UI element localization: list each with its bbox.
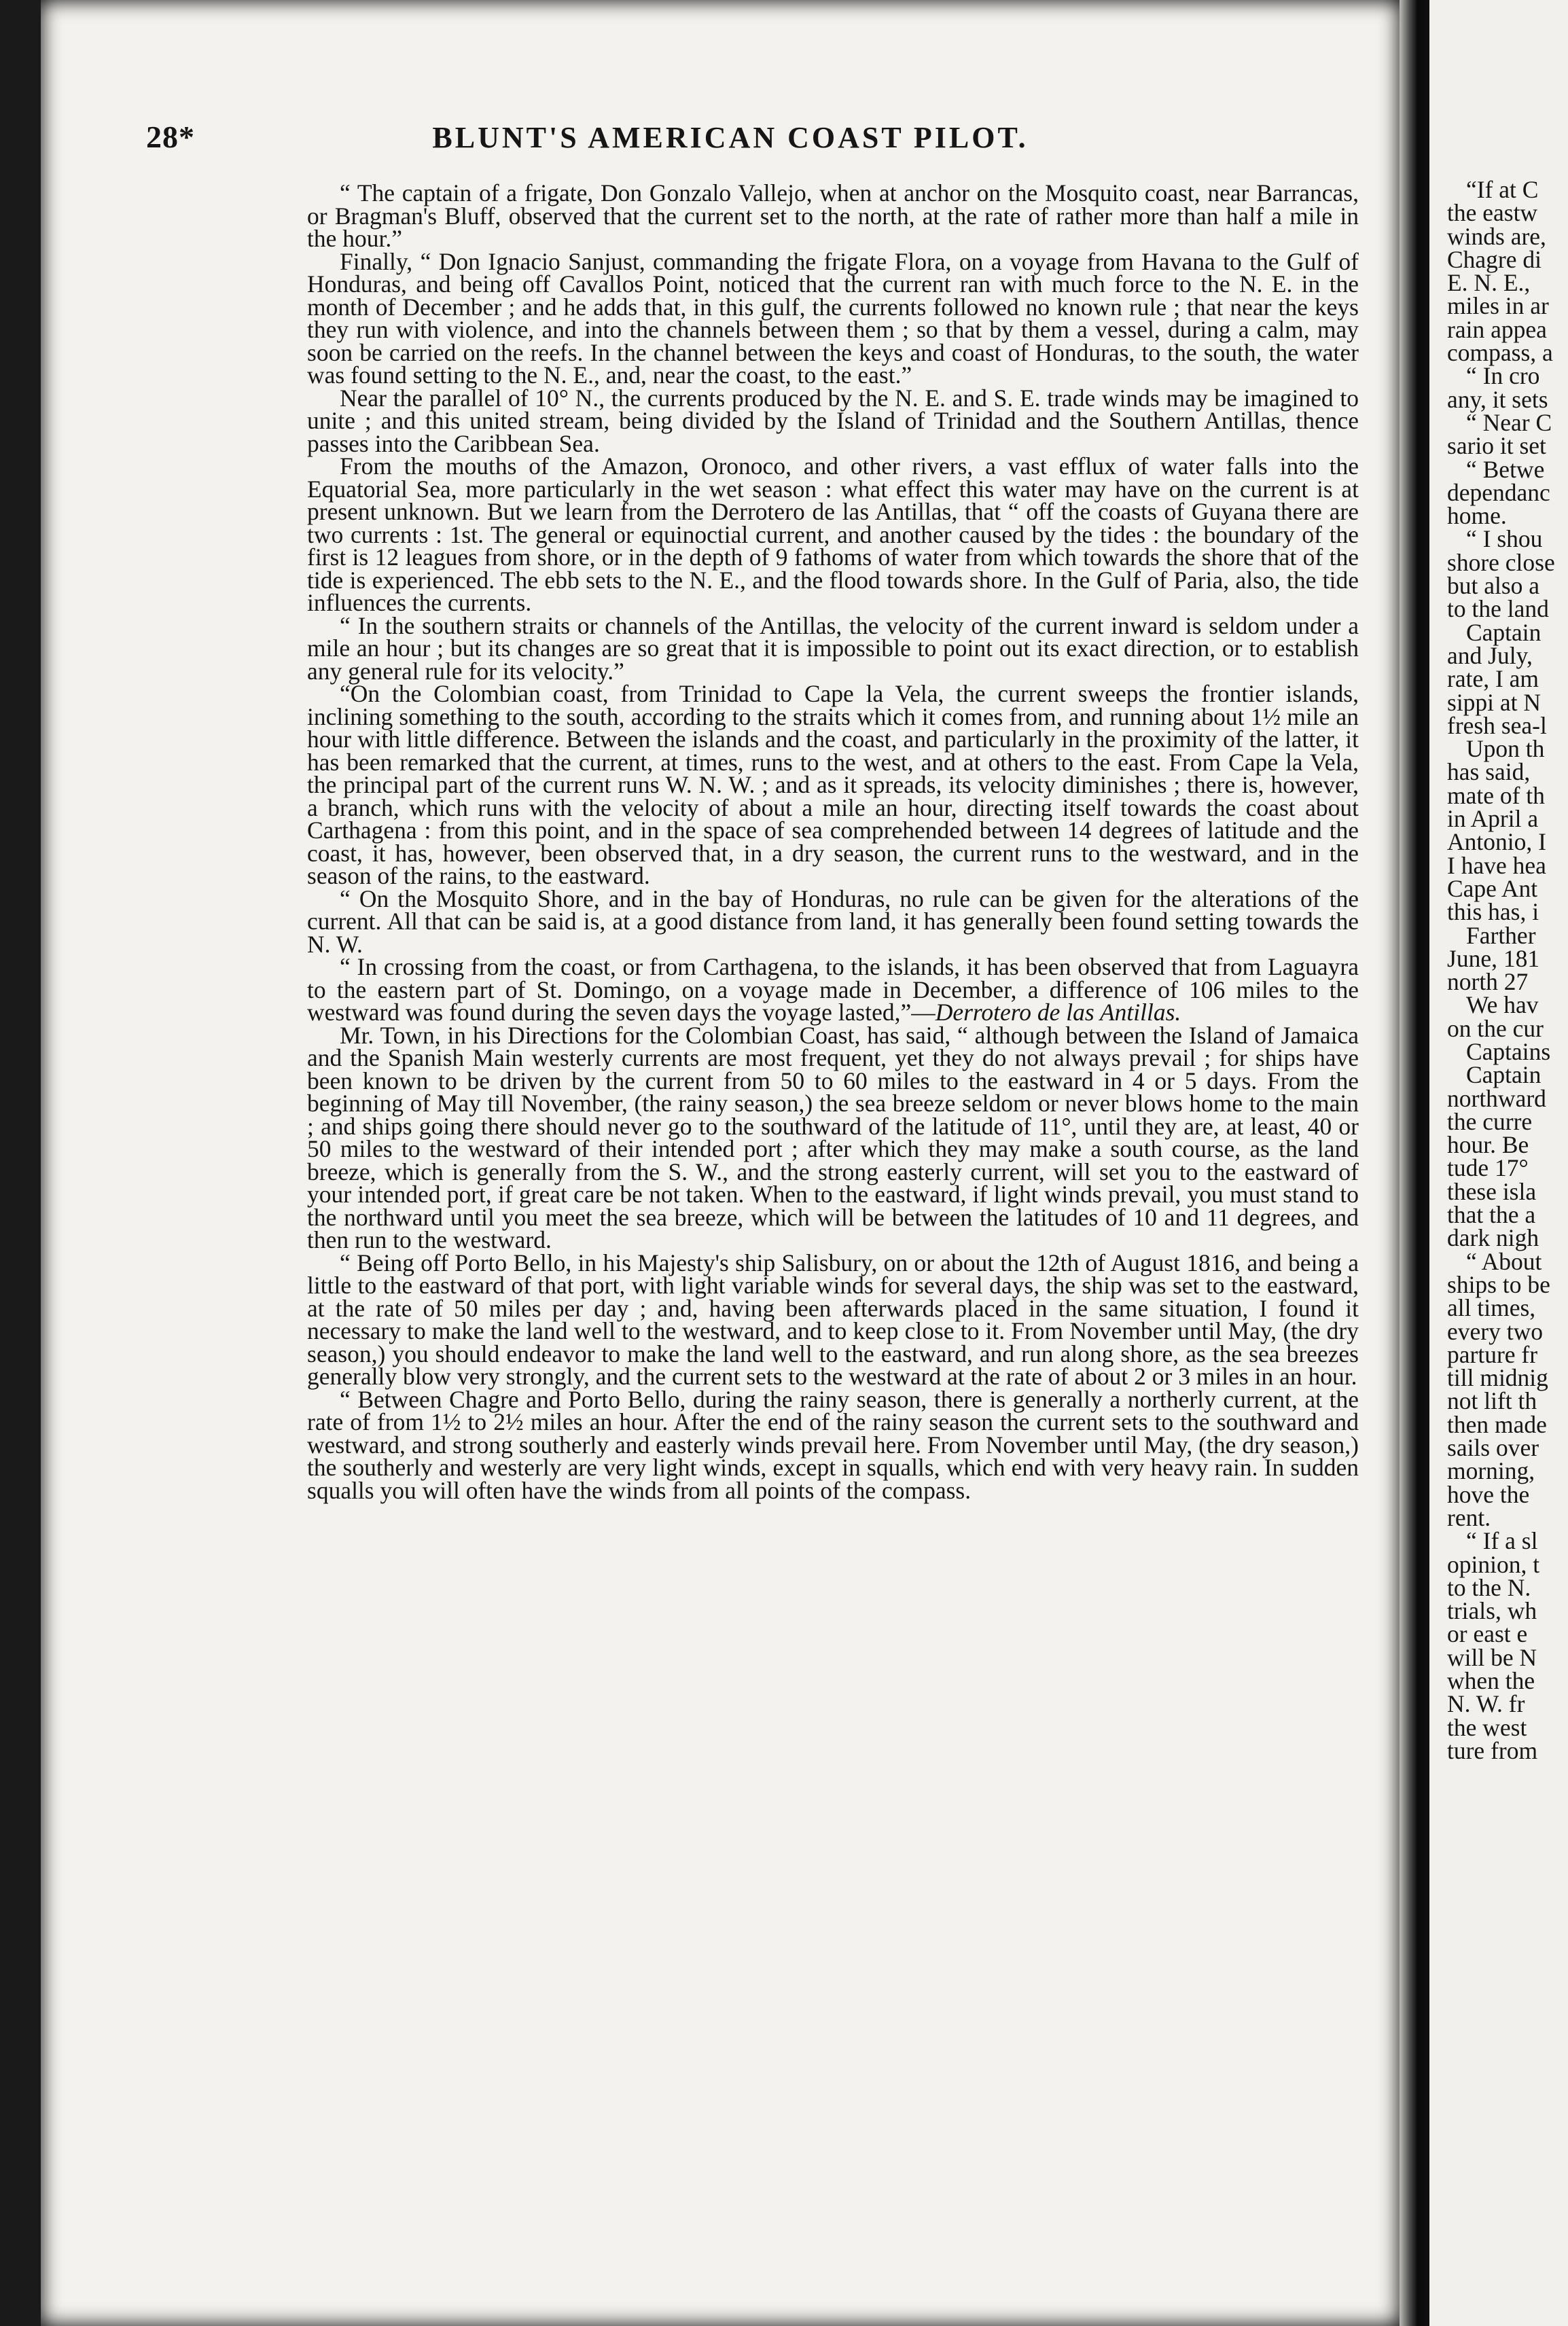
paragraph-text: “ In crossing from the coast, or from Carthagena, to the islands, it has been observed that from Laguayra to the eastern part of St. Domingo, on a voyage made in December, a difference of 106 miles to the westward was found during the seven days the voyage lasted,”—: [307, 953, 1359, 1026]
right-page-line-fragment: I have hea: [1447, 851, 1546, 879]
paragraph: “ Being off Porto Bello, in his Majesty's ship Salisbury, on or about the 12th of August 1816, and being a little to the eastward of that port, with light variable winds for several days, the ship was set to the eastward, at the rate of 50 miles per day ; and, having been afterwards placed in the same situation, I found it necessary to make the land well to the westward, and to keep close to it. From November until May, (the dry season,) you should endeavor to make the land well to the eastward, and run along shore, as the sea breezes generally blow very strongly, and the current sets to the westward at the rate of about 2 or 3 miles in an hour.: [307, 1249, 1359, 1390]
right-page-line-fragment: sails over: [1447, 1434, 1539, 1462]
right-page-line-fragment: hove the: [1447, 1480, 1530, 1508]
paragraph: “ Between Chagre and Porto Bello, during the rainy season, there is generally a northerly current, at the rate of from 1½ to 2½ miles an hour. After the end of the rainy season the current sets to the southward and westward, and strong southerly and easterly winds prevail here. From November until May, (the dry season,) the southerly and westerly are very light winds, except in squalls, which end with very heavy rain. In sudden squalls you will often have the winds from all points of the compass.: [307, 1385, 1359, 1504]
right-page-line-fragment: any, it sets: [1447, 385, 1548, 413]
right-page-line-fragment: miles in ar: [1447, 292, 1549, 320]
right-page-line-fragment: every two: [1447, 1317, 1543, 1345]
right-page-line-fragment: in April a: [1447, 805, 1539, 833]
right-page-line-fragment: “ If a sl: [1466, 1527, 1538, 1555]
right-page-line-fragment: Antonio, I: [1447, 828, 1546, 856]
right-page-line-fragment: to the N.: [1447, 1573, 1531, 1601]
page-number: 28*: [146, 120, 195, 154]
paragraph-carthagena: [307, 953, 1359, 1026]
right-page-line-fragment: home.: [1447, 502, 1507, 530]
right-page-line-fragment: parture fr: [1447, 1340, 1538, 1368]
right-page-line-fragment: this has, i: [1447, 898, 1539, 926]
right-page-line-fragment: then made: [1447, 1410, 1547, 1438]
right-page-line-fragment: Captain: [1466, 1061, 1542, 1089]
right-page-line-fragment: compass, a: [1447, 339, 1553, 367]
right-page-line-fragment: E. N. E.,: [1447, 269, 1531, 297]
right-page-line-fragment: Captains: [1466, 1037, 1551, 1065]
right-page-line-fragment: the eastw: [1447, 199, 1538, 227]
right-page-line-fragment: “ I shou: [1466, 525, 1543, 553]
right-page-line-fragment: winds are,: [1447, 222, 1546, 250]
right-page-line-fragment: Cape Ant: [1447, 874, 1538, 902]
right-page-line-fragment: hour. Be: [1447, 1131, 1529, 1159]
right-page-line-fragment: sario it set: [1447, 432, 1546, 460]
right-page-line-fragment: north 27: [1447, 968, 1529, 996]
right-page-line-fragment: rate, I am: [1447, 665, 1539, 693]
right-page-line-fragment: mate of th: [1447, 781, 1545, 809]
right-page-line-fragment: June, 181: [1447, 944, 1540, 972]
right-page-line-fragment: “If at C: [1466, 178, 1539, 203]
paragraph: “ In the southern straits or channels of the Antillas, the velocity of the current inward is seldom under a mile an hour ; but its changes are so great that it is impossible to point out its exact direction, or to establish any general rule for its velocity.”: [307, 611, 1359, 685]
right-page-line-fragment: the west: [1447, 1713, 1527, 1741]
right-page-line-fragment: ture from: [1447, 1736, 1538, 1763]
main-text-column: [307, 179, 1359, 1504]
source-citation: Derrotero de las Antillas.: [935, 999, 1181, 1026]
right-page-line-fragment: rent.: [1447, 1503, 1491, 1531]
right-page-line-fragment: the curre: [1447, 1107, 1533, 1135]
right-page-line-fragment: will be N: [1447, 1643, 1537, 1671]
right-page-text-fragments: [1447, 178, 1568, 1762]
right-page-line-fragment: has said,: [1447, 758, 1531, 786]
right-page-line-fragment: opinion, t: [1447, 1550, 1540, 1578]
right-page-line-fragment: Chagre di: [1447, 245, 1542, 273]
right-page-line-fragment: We hav: [1466, 991, 1539, 1019]
right-page-line-fragment: Upon th: [1466, 735, 1545, 763]
right-page-line-fragment: when the: [1447, 1667, 1535, 1694]
right-page-line-fragment: “ Near C: [1466, 408, 1552, 436]
paragraph: Near the parallel of 10° N., the currents produced by the N. E. and S. E. trade winds may be imagined to unite ; and this united stream, being divided by the Island of Trinidad and the Southern Antillas, thence passes into the Caribbean Sea.: [307, 384, 1359, 457]
right-page-line-fragment: to the land: [1447, 595, 1549, 623]
page-header: [105, 112, 1355, 160]
right-page-line-fragment: trials, wh: [1447, 1597, 1537, 1625]
paragraph: “ On the Mosquito Shore, and in the bay of Honduras, no rule can be given for the alterations of the current. All that can be said is, at a good distance from land, it has generally been found setting towards the N. W.: [307, 884, 1359, 958]
right-page-line-fragment: or east e: [1447, 1620, 1528, 1648]
right-page-line-fragment: “ In cro: [1466, 362, 1540, 390]
right-page-line-fragment: dark nigh: [1447, 1224, 1539, 1252]
right-page-line-fragment: tude 17°: [1447, 1154, 1529, 1182]
paragraph: “ The captain of a frigate, Don Gonzalo Vallejo, when at anchor on the Mosquito coast, near Barrancas, or Bragman's Bluff, observed that the current set to the north, at the rate of rather more than half a mile in the hour.”: [307, 179, 1359, 252]
right-page-line-fragment: all times,: [1447, 1294, 1536, 1322]
right-page-line-fragment: “ About: [1466, 1247, 1542, 1275]
right-page-line-fragment: northward: [1447, 1084, 1546, 1112]
right-page-line-fragment: morning,: [1447, 1457, 1535, 1485]
right-page-line-fragment: N. W. fr: [1447, 1690, 1525, 1718]
right-page-line-fragment: not lift th: [1447, 1387, 1537, 1415]
right-page-line-fragment: and July,: [1447, 641, 1533, 669]
right-page-line-fragment: Farther: [1466, 921, 1536, 949]
right-page-line-fragment: fresh sea-l: [1447, 711, 1547, 739]
book-gutter: [1400, 0, 1429, 2326]
right-page-line-fragment: shore close: [1447, 548, 1555, 576]
right-page-line-fragment: Captain: [1466, 618, 1542, 646]
right-page-line-fragment: till midnig: [1447, 1364, 1548, 1392]
right-page-line-fragment: rain appea: [1447, 315, 1547, 343]
paragraph: Finally, “ Don Ignacio Sanjust, commanding the frigate Flora, on a voyage from Havana to the Gulf of Honduras, and being off Cavallos Point, noticed that the current ran with much force to the N. E. in the month of December ; and he adds that, in this gulf, the currents followed no known rule ; that near the keys they run with violence, and into the channels between them ; so that by them a vessel, during a calm, may soon be carried on the reefs. In the channel between the keys and coast of Honduras, to the south, the water was found setting to the N. E., and, near the coast, to the east.”: [307, 247, 1359, 389]
paragraph: From the mouths of the Amazon, Oronoco, and other rivers, a vast efflux of water falls into the Equatorial Sea, more particularly in the wet season : what effect this water may have on the current is at present unknown. But we learn from the Derrotero de las Antillas, that “ off the coasts of Guyana there are two currents : 1st. The general or equinoctial current, and another caused by the tides : the boundary of the first is 12 leagues from shore, or in the depth of 9 fathoms of water from which towards the shore that of the tide is experienced. The ebb sets to the N. E., and the flood towards shore. In the Gulf of Paria, also, the tide influences the currents.: [307, 452, 1359, 616]
paragraph: Mr. Town, in his Directions for the Colombian Coast, has said, “ although between the Island of Jamaica and the Spanish Main westerly currents are most frequent, yet they do not always prevail ; for ships have been known to be driven by the current from 50 to 60 miles to the eastward in 4 or 5 days. From the beginning of May till November, (the rainy season,) the sea breeze seldom or never blows home to the main ; and ships going there should never go to the southward of the latitude of 11°, until they are, at least, 40 or 50 miles to the westward of their intended port ; after which they may make a south course, as the land breeze, which is generally from the S. W., and the strong easterly current, will set you to the eastward of your intended port, if great care be not taken. When to the eastward, if light winds prevail, you must stand to the northward until you meet the sea breeze, which will be between the latitudes of 10 and 11 degrees, and then run to the westward.: [307, 1021, 1359, 1253]
right-page-line-fragment: “ Betwe: [1466, 455, 1545, 483]
paragraph: “On the Colombian coast, from Trinidad to Cape la Vela, the current sweeps the frontier islands, inclining something to the south, according to the straits which it comes from, and running about 1½ mile an hour with little difference. Between the islands and the coast, and particularly in the proximity of the latter, it has been remarked that the current, at times, runs to the west, and at others to the east. From Cape la Vela, the principal part of the current runs W. N. W. ; and as it spreads, its velocity diminishes ; there is, however, a branch, which runs with the velocity of about a mile an hour, directing itself towards the coast about Carthagena : from this point, and in the space of sea comprehended between 14 degrees of latitude and the coast, it has, however, been observed that, in a dry season, the current runs to the westward, and in the season of the rains, to the eastward.: [307, 680, 1359, 889]
right-page-line-fragment: sippi at N: [1447, 688, 1542, 716]
running-head: BLUNT'S AMERICAN COAST PILOT.: [432, 121, 1029, 154]
right-page-line-fragment: that the a: [1447, 1201, 1536, 1229]
right-page-line-fragment: dependanc: [1447, 478, 1550, 506]
right-page-line-fragment: but also a: [1447, 572, 1540, 600]
right-page-line-fragment: these isla: [1447, 1177, 1537, 1205]
right-page-line-fragment: ships to be: [1447, 1270, 1550, 1298]
right-page-line-fragment: on the cur: [1447, 1014, 1544, 1042]
